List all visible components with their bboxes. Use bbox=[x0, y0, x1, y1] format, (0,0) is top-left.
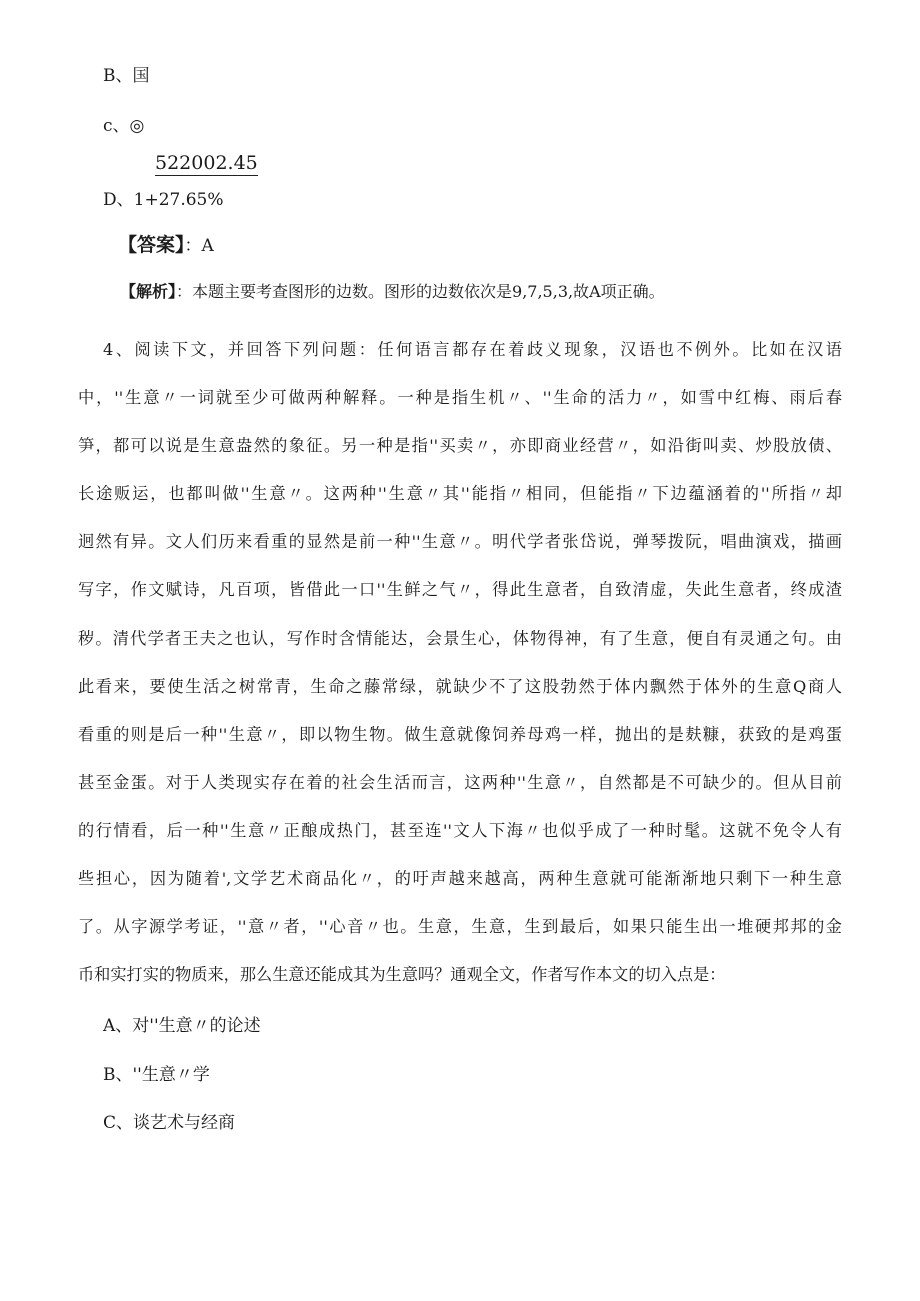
option-c-prev: c、◎ bbox=[103, 116, 145, 136]
option-d-prev: D、1+27.65% bbox=[103, 190, 224, 210]
passage-line: 迥然有异。文人们历来看重的显然是前一种''生意〃。明代学者张岱说，弹琴拨阮，唱曲演戏，描画 bbox=[78, 532, 842, 552]
passage-line: 笋，都可以说是生意盎然的象征。另一种是指''买卖〃，亦即商业经营〃，如沿街叫卖、炒股放债、 bbox=[78, 436, 842, 456]
option-c: C、谈艺术与经商 bbox=[103, 1113, 236, 1133]
formula-value: 522002.45 bbox=[155, 152, 258, 174]
passage-line: 中，''生意〃一词就至少可做两种解释。一种是指生机〃、''生命的活力〃，如雪中红梅、雨后春 bbox=[78, 388, 842, 408]
passage-line: 长途贩运，也都叫做''生意〃。这两种''生意〃其''能指〃相同，但能指〃下边蕴涵着的''所指〃却 bbox=[78, 484, 842, 504]
option-a: A、对''生意〃的论述 bbox=[103, 1016, 261, 1036]
option-b: B、''生意〃学 bbox=[103, 1065, 210, 1085]
passage-line: 些担心，因为随着',文学艺术商品化〃，的吁声越来越高，两种生意就可能渐渐地只剩下一种生意 bbox=[78, 869, 842, 889]
answer-label: 【答案】 bbox=[118, 234, 185, 256]
passage-line: 币和实打实的物质来，那么生意还能成其为生意吗？通观全文，作者写作本文的切入点是： bbox=[78, 965, 726, 985]
passage-line: 了。从字源学考证，''意〃者，''心音〃也。生意，生意，生到最后，如果只能生出一堆硬邦邦的金 bbox=[78, 917, 842, 937]
passage-line: 此看来，要使生活之树常青，生命之藤常绿，就缺少不了这股勃然于体内飘然于体外的生意Q商人 bbox=[78, 676, 842, 696]
answer-line bbox=[118, 233, 214, 258]
passage-line: 秽。清代学者王夫之也认，写作时含情能达，会景生心，体物得神，有了生意，便自有灵通之句。由 bbox=[78, 628, 842, 648]
answer-value: ：A bbox=[184, 236, 214, 256]
passage-line: 写字，作文赋诗，凡百项，皆借此一口''生鲜之气〃，得此生意者，自致清虚，失此生意者，终成渣 bbox=[78, 580, 842, 600]
passage-line: 甚至金蛋。对于人类现实存在着的社会生活而言，这两种''生意〃，自然都是不可缺少的。但从目前 bbox=[78, 772, 842, 792]
passage-line: 4、阅读下文，并回答下列问题：任何语言都存在着歧义现象，汉语也不例外。比如在汉语 bbox=[103, 340, 842, 359]
option-b-prev: B、国 bbox=[103, 66, 150, 86]
analysis-text: ：本题主要考查图形的边数。图形的边数依次是9,7,5,3,故A项正确。 bbox=[176, 282, 665, 301]
question-4-passage bbox=[78, 326, 842, 999]
analysis-label: 【解析】 bbox=[120, 282, 177, 301]
passage-line: 看重的则是后一种''生意〃，即以物生物。做生意就像饲养母鸡一样，抛出的是麸糠，获致的是鸡蛋 bbox=[78, 724, 842, 744]
passage-line: 的行情看，后一种''生意〃正酿成热门，甚至连''文人下海〃也似乎成了一种时髦。这就不免令人有 bbox=[78, 820, 842, 840]
analysis-line bbox=[120, 280, 665, 304]
